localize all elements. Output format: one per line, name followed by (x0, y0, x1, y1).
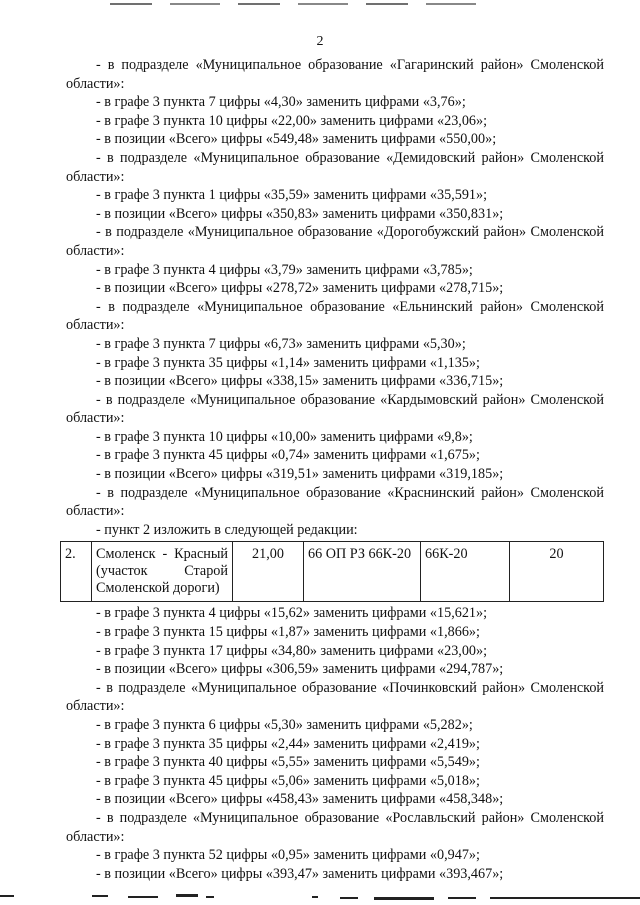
list-item: - в графе 3 пункта 7 цифры «4,30» заменить цифрами «3,76»; (96, 94, 466, 111)
list-item: - в графе 3 пункта 45 цифры «5,06» заменить цифрами «5,018»; (96, 772, 480, 789)
paragraph: - в подразделе «Муниципальное образование «Демидовский район» Смоленской области»: (66, 149, 604, 185)
paragraph: - в подразделе «Муниципальное образование «Починковский район» Смоленской области»: (66, 679, 604, 715)
paragraph: - в подразделе «Муниципальное образование «Рославльский район» Смоленской области»: (66, 809, 604, 845)
table-cell-road-id: 66 ОП РЗ 66К-20 (304, 542, 421, 602)
list-item: - в позиции «Всего» цифры «393,47» заменить цифрами «393,467»; (96, 865, 504, 882)
table-cell-number: 2. (61, 542, 92, 602)
paragraph: - в подразделе «Муниципальное образование «Гагаринский район» Смоленской области»: (66, 57, 604, 92)
list-item: - в позиции «Всего» цифры «306,59» заменить цифрами «294,787»; (96, 661, 504, 678)
list-item: - в графе 3 пункта 10 цифры «10,00» заменить цифрами «9,8»; (96, 428, 473, 445)
list-item: - в позиции «Всего» цифры «278,72» заменить цифрами «278,715»; (96, 280, 504, 297)
scan-artifact-bottom (0, 893, 640, 899)
scan-artifact-top (110, 3, 490, 5)
table-cell-length: 21,00 (233, 542, 304, 602)
list-item: - в графе 3 пункта 15 цифры «1,87» заменить цифрами «1,866»; (96, 624, 480, 641)
paragraph: - в подразделе «Муниципальное образование «Ельнинский район» Смоленской области»: (66, 298, 604, 334)
list-item: - в графе 3 пункта 17 цифры «34,80» заменить цифрами «23,00»; (96, 642, 488, 659)
list-item: - в графе 3 пункта 45 цифры «0,74» заменить цифрами «1,675»; (96, 447, 480, 464)
page-number: 2 (316, 34, 324, 49)
list-item: - в графе 3 пункта 35 цифры «2,44» заменить цифрами «2,419»; (96, 735, 480, 752)
list-item: - пункт 2 изложить в следующей редакции: (96, 521, 358, 538)
list-item: - в позиции «Всего» цифры «458,43» заменить цифрами «458,348»; (96, 791, 504, 808)
list-item: - в графе 3 пункта 10 цифры «22,00» заменить цифрами «23,06»; (96, 112, 488, 129)
paragraph: - в подразделе «Муниципальное образование «Краснинский район» Смоленской области»: (66, 484, 604, 520)
list-item: - в позиции «Всего» цифры «350,83» заменить цифрами «350,831»; (96, 205, 504, 222)
table-cell-road-name: Смоленск - Красный (участок Старой Смоленской дороги) (92, 542, 233, 602)
list-item: - в графе 3 пункта 52 цифры «0,95» заменить цифрами «0,947»; (96, 847, 480, 864)
road-table (60, 541, 604, 602)
paragraph: - в подразделе «Муниципальное образование «Дорогобужский район» Смоленской области»: (66, 224, 604, 259)
document-body (66, 56, 604, 883)
list-item: - в графе 3 пункта 7 цифры «6,73» заменить цифрами «5,30»; (96, 335, 466, 352)
list-item: - в графе 3 пункта 4 цифры «15,62» заменить цифрами «15,621»; (96, 605, 488, 622)
table-cell-value: 20 (510, 542, 604, 602)
list-item: - в графе 3 пункта 6 цифры «5,30» заменить цифрами «5,282»; (96, 717, 473, 733)
table-row (61, 542, 604, 602)
list-item: - в графе 3 пункта 4 цифры «3,79» заменить цифрами «3,785»; (96, 261, 473, 278)
list-item: - в позиции «Всего» цифры «319,51» заменить цифрами «319,185»; (96, 466, 504, 483)
list-item: - в графе 3 пункта 1 цифры «35,59» заменить цифрами «35,591»; (96, 187, 488, 204)
list-item: - в позиции «Всего» цифры «338,15» заменить цифрами «336,715»; (96, 373, 504, 390)
paragraph: - в подразделе «Муниципальное образование «Кардымовский район» Смоленской области»: (66, 391, 604, 427)
table-cell-road-code: 66К-20 (421, 542, 510, 602)
list-item: - в графе 3 пункта 35 цифры «1,14» заменить цифрами «1,135»; (96, 354, 480, 371)
list-item: - в графе 3 пункта 40 цифры «5,55» заменить цифрами «5,549»; (96, 754, 480, 771)
list-item: - в позиции «Всего» цифры «549,48» заменить цифрами «550,00»; (96, 131, 497, 148)
